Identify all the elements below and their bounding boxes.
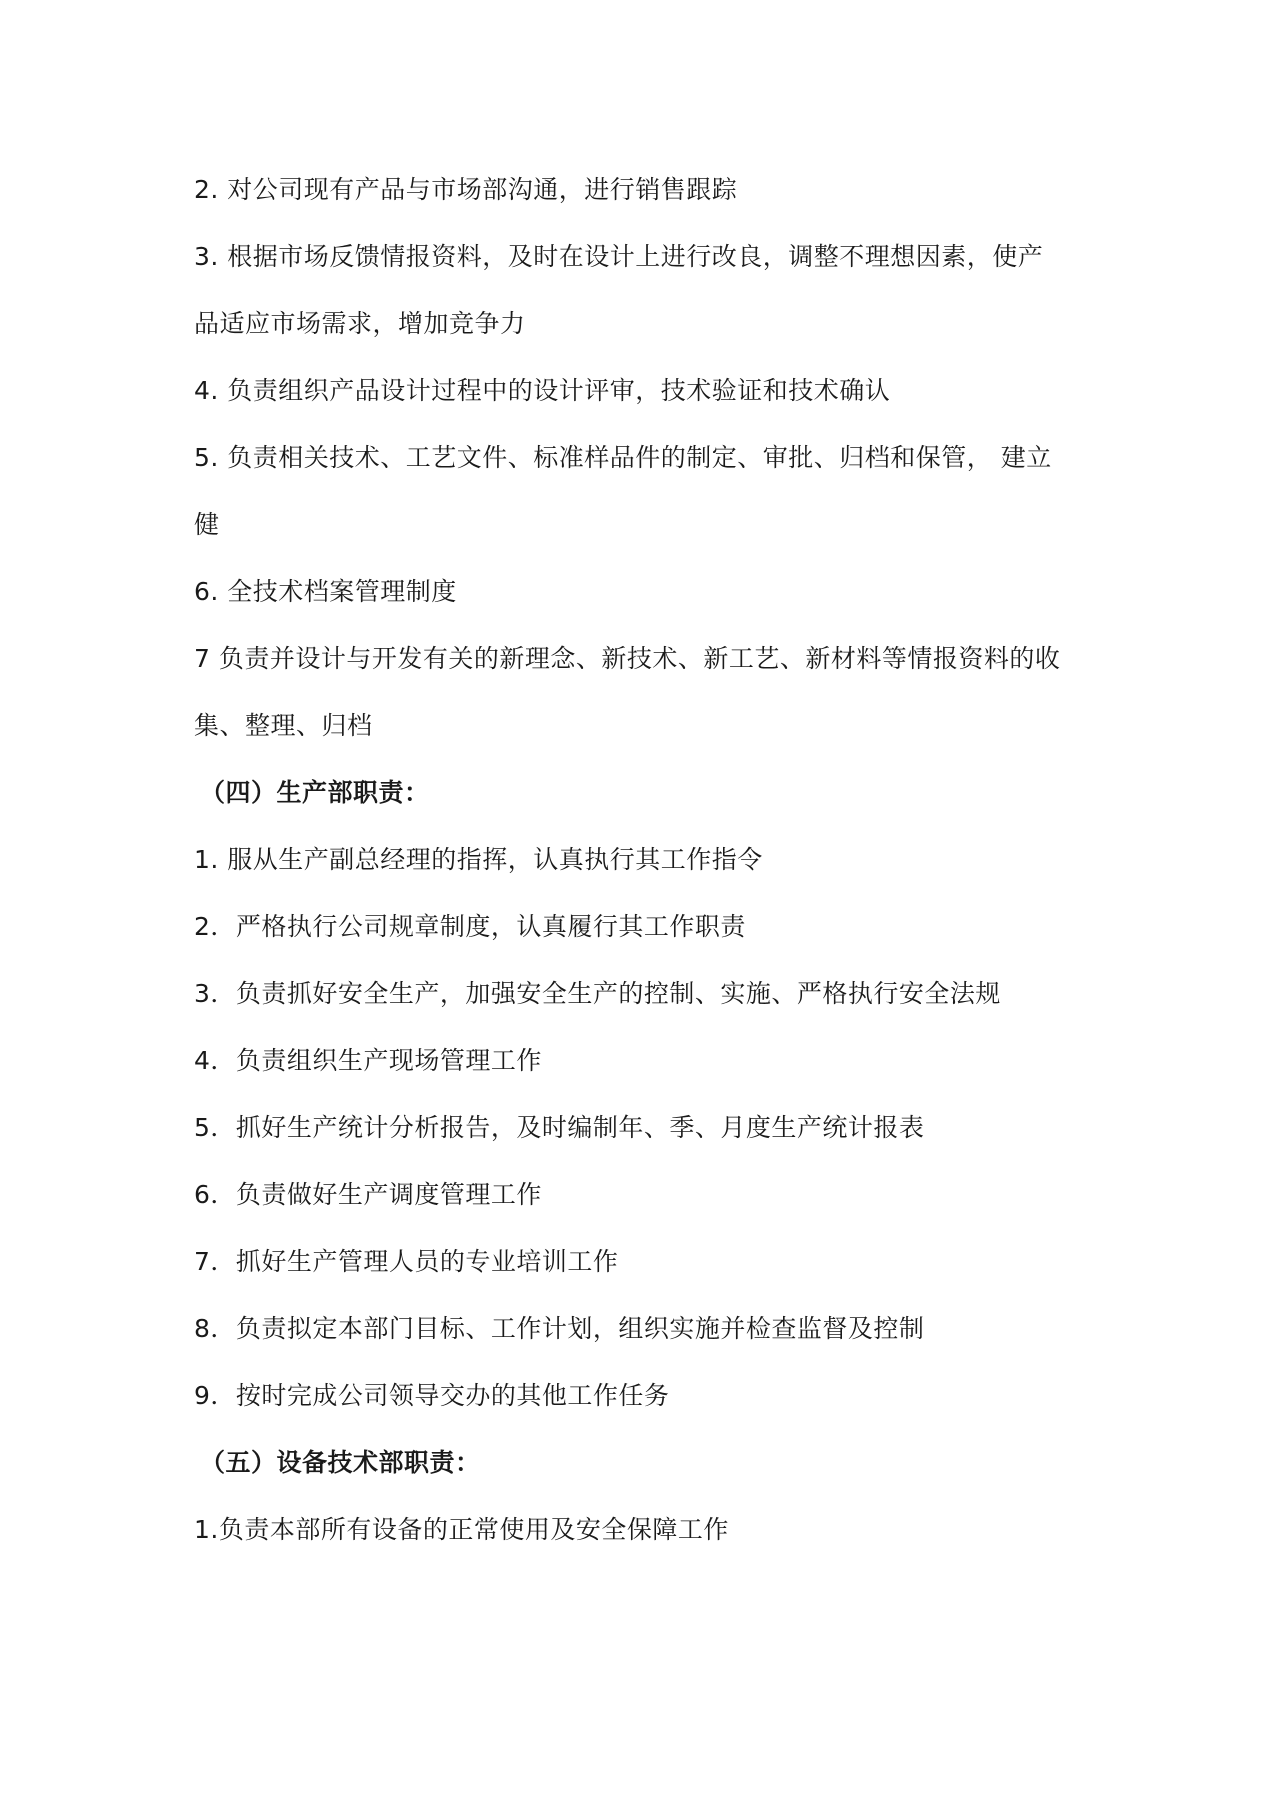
- text-line: 9．按时完成公司领导交办的其他工作任务: [194, 1381, 670, 1410]
- section-heading-equipment: （五）设备技术部职责：: [200, 1448, 481, 1477]
- section-heading-production: （四）生产部职责：: [200, 778, 430, 807]
- text-line: 1.负责本部所有设备的正常使用及安全保障工作: [194, 1515, 729, 1544]
- text-line: 集、整理、归档: [194, 711, 373, 740]
- text-line: 5．抓好生产统计分析报告，及时编制年、季、月度生产统计报表: [194, 1113, 925, 1142]
- text-line: 6. 全技术档案管理制度: [194, 577, 457, 606]
- text-line: 2．严格执行公司规章制度，认真履行其工作职责: [194, 912, 746, 941]
- text-line: 5. 负责相关技术、工艺文件、标准样品件的制定、审批、归档和保管， 建立: [194, 443, 1052, 472]
- text-line: 健: [194, 510, 220, 539]
- text-line: 4. 负责组织产品设计过程中的设计评审，技术验证和技术确认: [194, 376, 891, 405]
- text-line: 7 负责并设计与开发有关的新理念、新技术、新工艺、新材料等情报资料的收: [194, 644, 1061, 673]
- text-line: 3．负责抓好安全生产，加强安全生产的控制、实施、严格执行安全法规: [194, 979, 1001, 1008]
- text-line: 8．负责拟定本部门目标、工作计划，组织实施并检查监督及控制: [194, 1314, 925, 1343]
- text-line: 2. 对公司现有产品与市场部沟通，进行销售跟踪: [194, 175, 738, 204]
- text-line: 7．抓好生产管理人员的专业培训工作: [194, 1247, 619, 1276]
- text-line: 品适应市场需求，增加竞争力: [194, 309, 526, 338]
- text-line: 4．负责组织生产现场管理工作: [194, 1046, 542, 1075]
- text-line: 6．负责做好生产调度管理工作: [194, 1180, 542, 1209]
- text-line: 1. 服从生产副总经理的指挥，认真执行其工作指令: [194, 845, 763, 874]
- text-line: 3. 根据市场反馈情报资料，及时在设计上进行改良，调整不理想因素，使产: [194, 242, 1044, 271]
